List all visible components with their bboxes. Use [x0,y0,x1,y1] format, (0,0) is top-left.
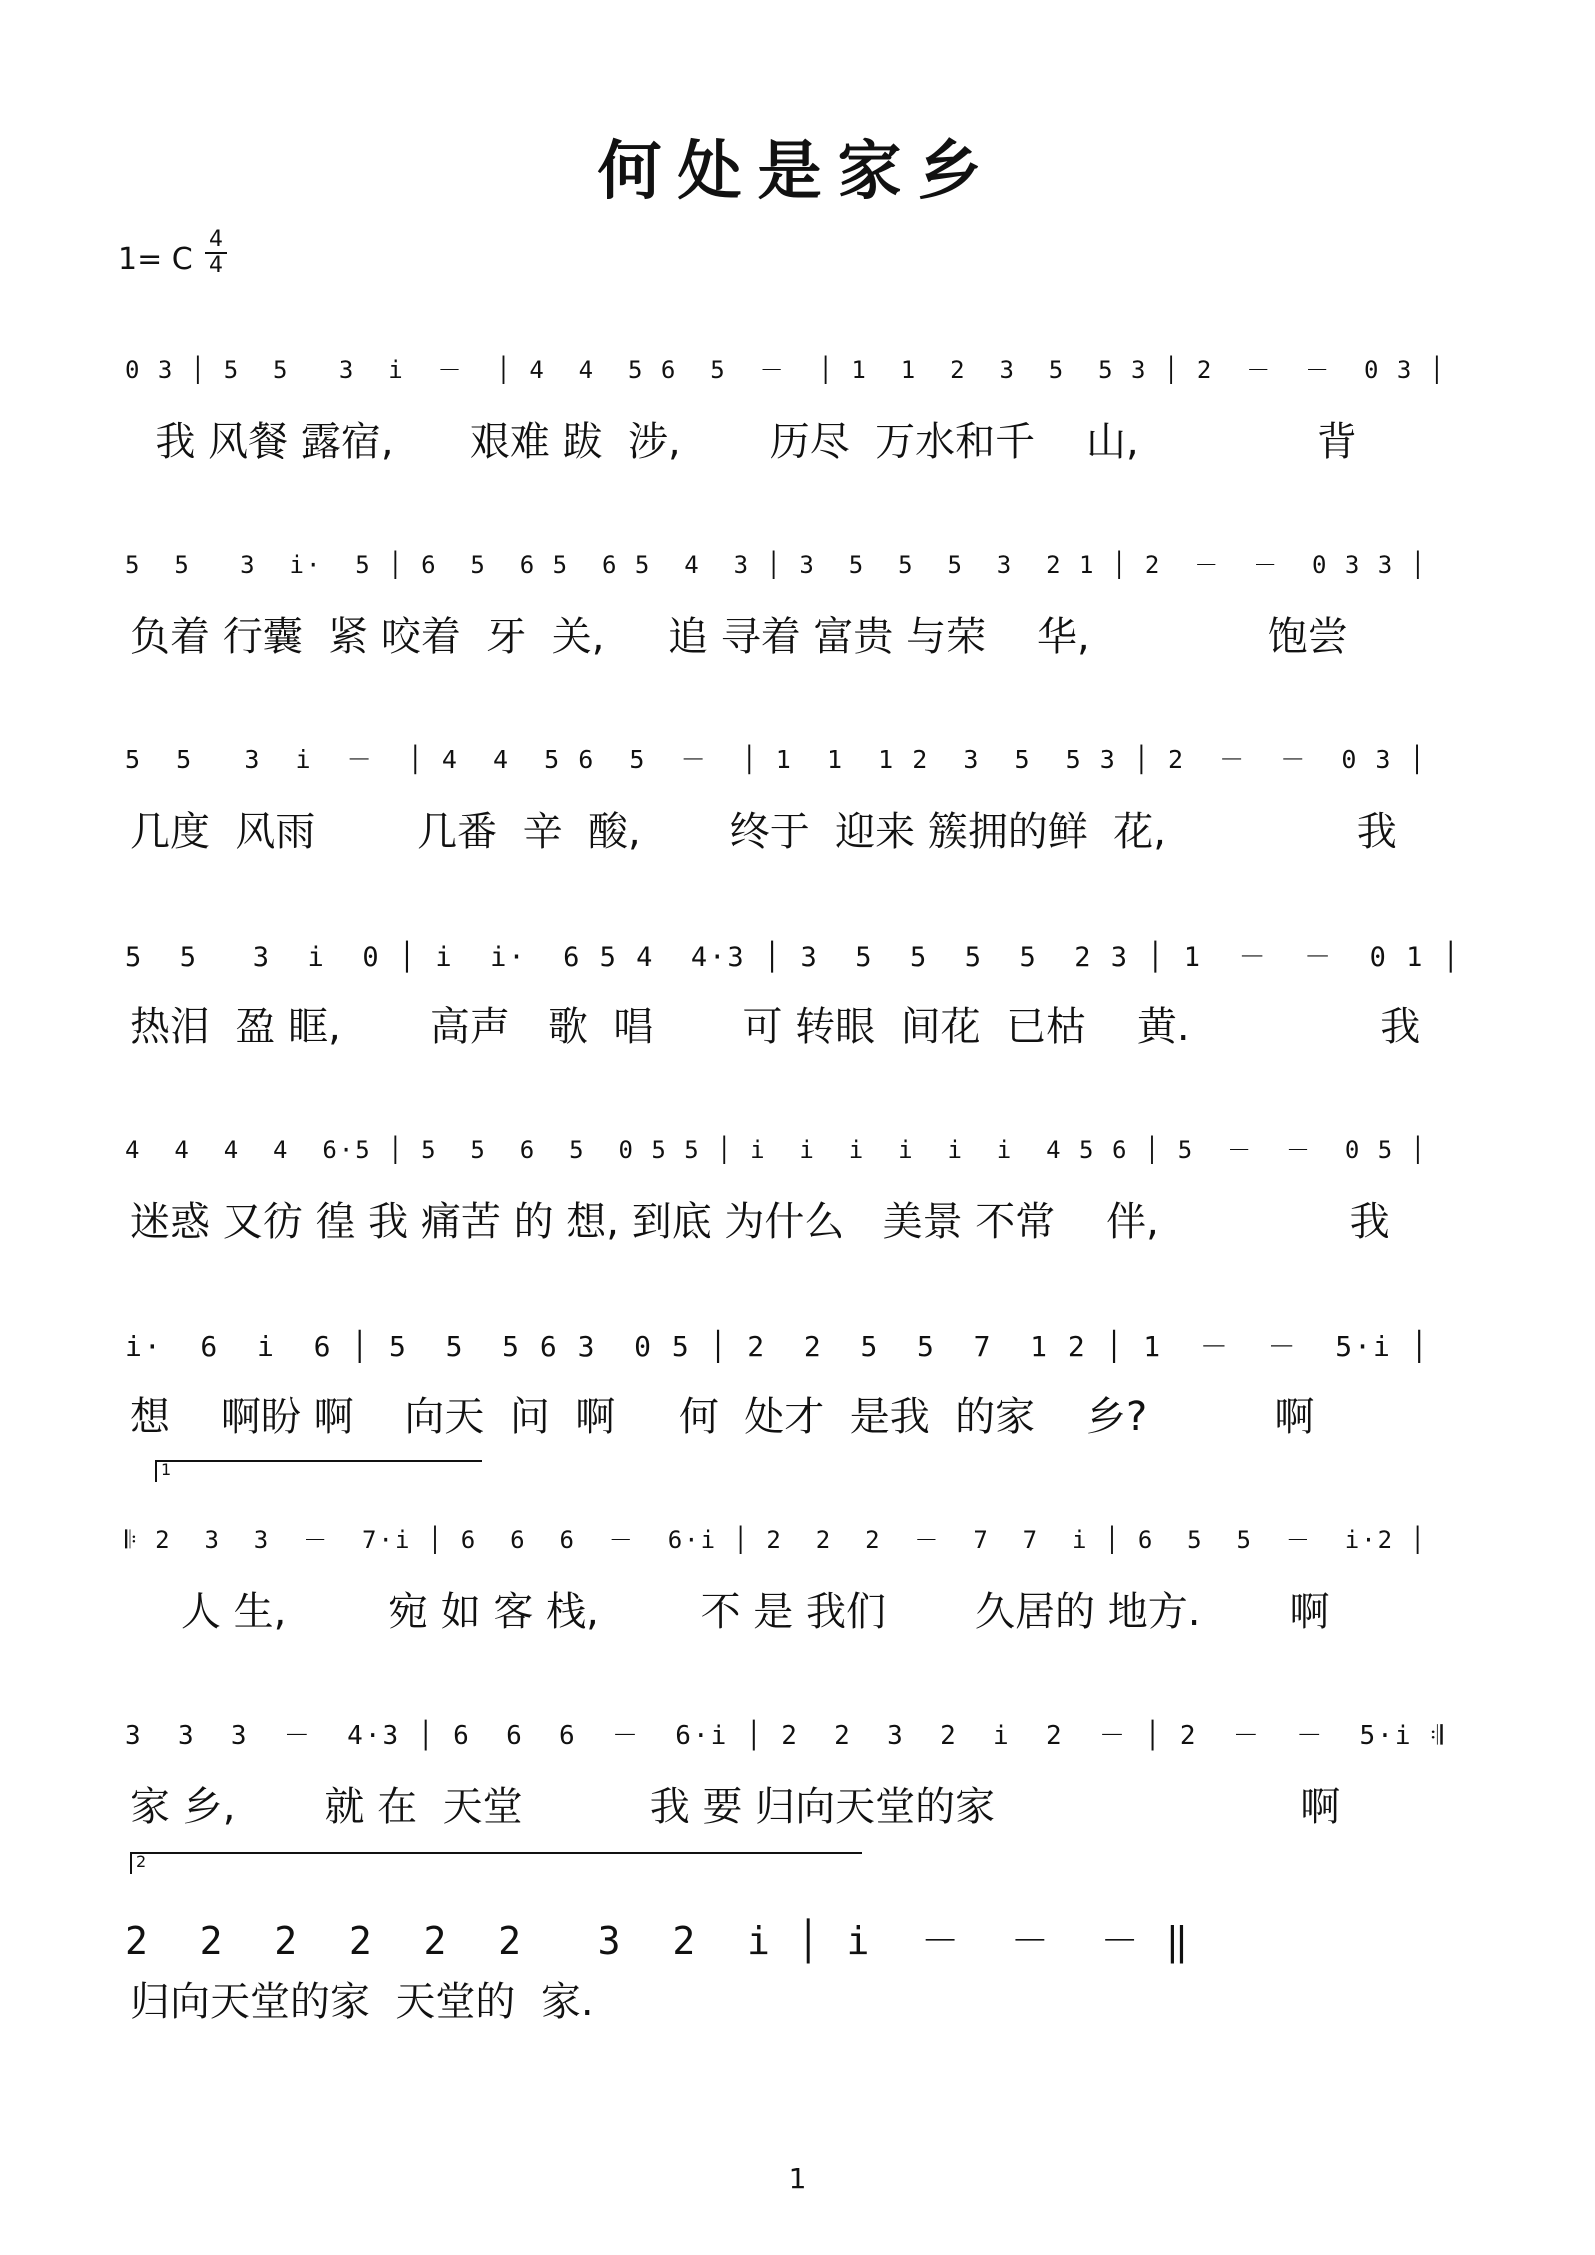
lyrics-line: 家 乡, 就 在 天堂 我 要 归向天堂的家 啊 [130,1784,1341,1830]
notes-line [125,1110,1495,1200]
notes-text: 3 3 3 － 4·3 │ 6 6 6 － 6·i │ 2 2 3 2 i 2 － │ 2 － － 5·i 𝄇 [125,1721,1445,1751]
lyrics-line: 人 生, 宛 如 客 栈, 不 是 我们 久居的 地方. 啊 [130,1589,1330,1635]
notes-line [125,525,1495,615]
lyrics-line: 想 啊盼 啊 向天 问 啊 何 处才 是我 的家 乡? 啊 [130,1394,1315,1440]
lyrics-line: 归向天堂的家 天堂的 家. [130,1979,594,2025]
page-number: 1 [788,2162,807,2195]
notes-line [125,915,1495,1005]
lyrics-line: 我 风餐 露宿, 艰难 跋 涉, 历尽 万水和千 山, 背 [130,419,1357,465]
notes-text: 5 5 3 i· 5 │ 6 5 6 5 6 5 4 3 │ 3 5 5 5 3 2 1 │ 2 － － 0 3 3 │ [125,551,1428,579]
staff-row [125,1695,1495,1830]
notes-text: 0 3 │ 5 5 3 i － │ 4 4 5 6 5 － │ 1 1 2 3 5 5 3 │ 2 － － 0 3 │ [125,356,1447,384]
notes-line [125,720,1495,810]
notes-line [125,1305,1495,1395]
volta-2-label: 2 [136,1852,147,1871]
lyrics-line: 几度 风雨 几番 辛 酸, 终于 迎来 簇拥的鲜 花, 我 [130,809,1397,855]
volta-1-bracket [155,1460,482,1482]
staff-row [125,1305,1495,1440]
notes-line [125,330,1495,420]
staff-row [125,1890,1495,2025]
staff-row [125,525,1495,660]
staff-row [125,1110,1495,1245]
staff-row [125,915,1495,1050]
lyrics-line: 迷惑 又彷 徨 我 痛苦 的 想, 到底 为什么 美景 不常 伴, 我 [130,1199,1390,1245]
time-signature-top: 4 [209,227,223,252]
notes-text: 𝄆 2 3 3 － 7·i │ 6 6 6 － 6·i │ 2 2 2 － 7 7 i │ 6 5 5 － i·2 │ [125,1526,1428,1554]
notes-text: i· 6 i 6 │ 5 5 5 6 3 0 5 │ 2 2 5 5 7 1 2 │ 1 － － 5·i │ [125,1330,1430,1363]
key-signature: 1= C [118,242,193,277]
notes-line [125,1500,1495,1590]
lyrics-line: 负着 行囊 紧 咬着 牙 关, 追 寻着 富贵 与荣 华, 饱尝 [130,614,1348,660]
notes-line [125,1695,1495,1785]
notes-text: 4 4 4 4 6·5 │ 5 5 6 5 0 5 5 │ i i i i i i 4 5 6 │ 5 － － 0 5 │ [125,1136,1428,1164]
notes-text: 5 5 3 i 0 │ i i· 6 5 4 4·3 │ 3 5 5 5 5 2 3 │ 1 － － 0 1 │ [125,942,1461,973]
staff-row [125,330,1495,465]
volta-1-label: 1 [161,1460,172,1479]
time-signature [205,228,227,278]
notes-text: 5 5 3 i － │ 4 4 5 6 5 － │ 1 1 1 2 3 5 5 3 │ 2 － － 0 3 │ [125,745,1427,774]
lyrics-line: 热泪 盈 眶, 高声 歌 唱 可 转眼 间花 已枯 黄. 我 [130,1004,1421,1050]
staff-row [125,1500,1495,1635]
notes-line [125,1890,1495,1980]
volta-2-bracket [130,1852,862,1874]
time-signature-bottom: 4 [209,253,223,278]
staff-row [125,720,1495,855]
song-title: 何处是家乡 [597,135,998,209]
notes-text: 2 2 2 2 2 2 3 2 i │ i － － － ‖ [125,1919,1191,1963]
